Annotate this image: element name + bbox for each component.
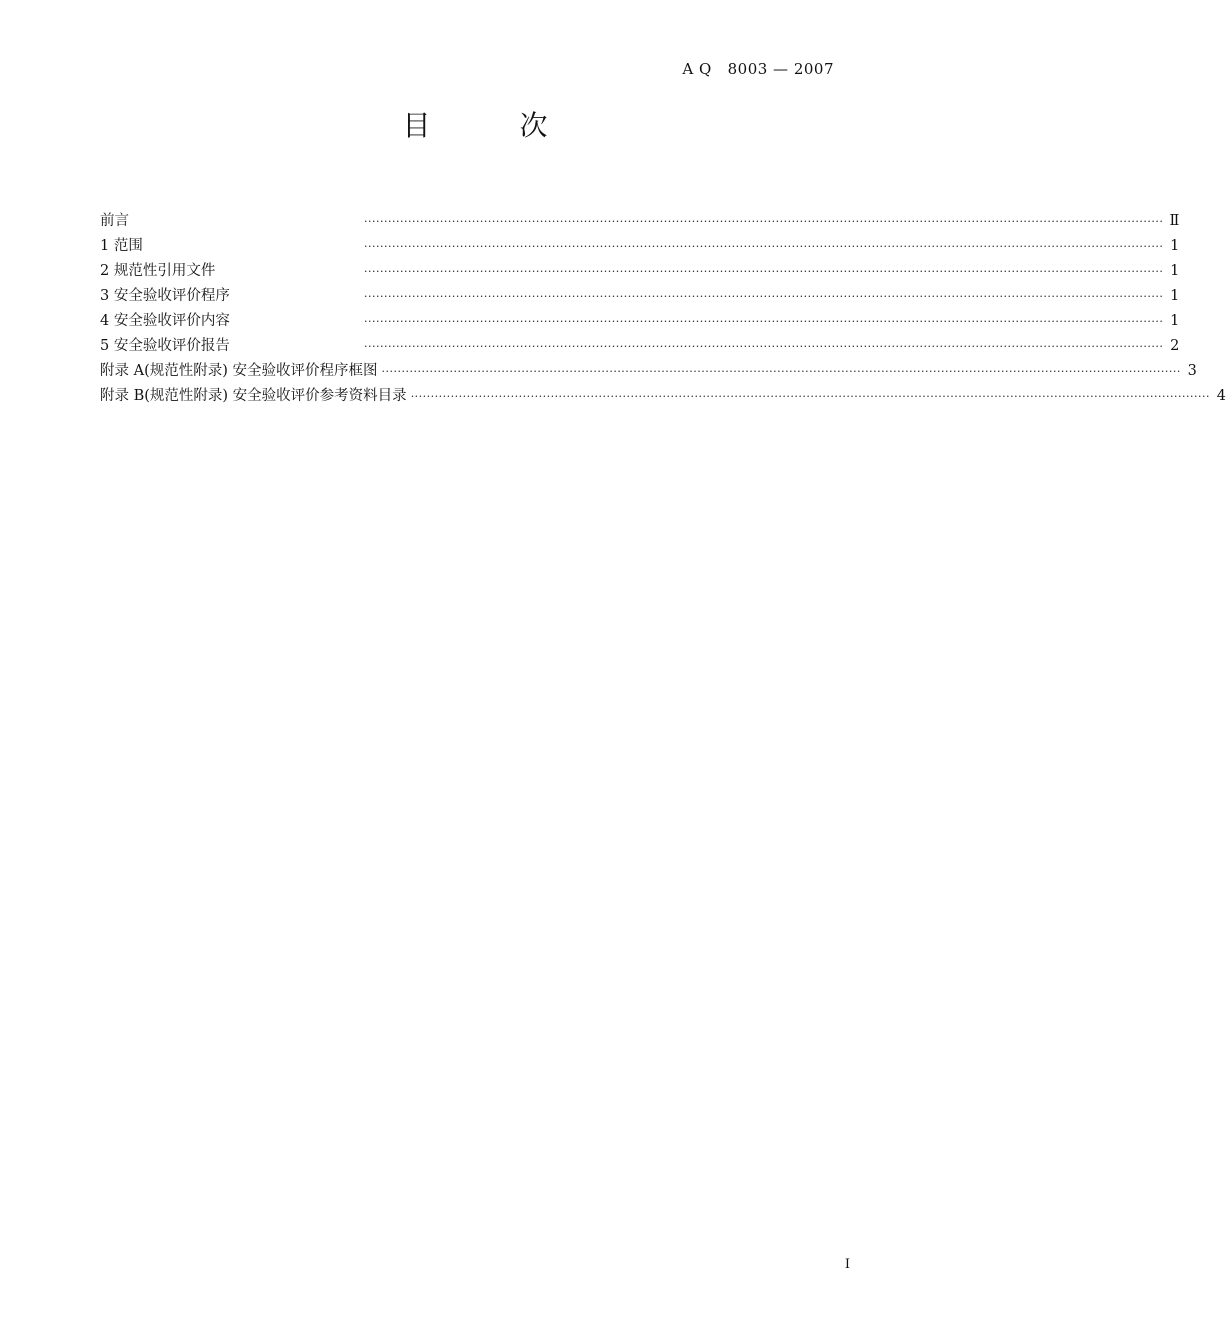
toc-leader-dots: ········································································································································································································ bbox=[364, 290, 1164, 303]
toc-entry-normative-references[interactable] bbox=[100, 259, 1180, 284]
toc-leader-dots: ········································································································································································································ bbox=[410, 390, 1211, 403]
toc-leader-dots: ········································································································································································································ bbox=[364, 265, 1164, 278]
toc-entry-page: 1 bbox=[1170, 288, 1180, 304]
toc-entry-label: 4 安全验收评价内容 bbox=[100, 313, 230, 329]
toc-entry-label: 1 范围 bbox=[100, 238, 143, 254]
toc-entry-scope[interactable] bbox=[100, 234, 1180, 259]
table-of-contents bbox=[100, 209, 1226, 409]
page-title: 目 次 bbox=[402, 109, 588, 142]
toc-entry-label: 3 安全验收评价程序 bbox=[100, 288, 230, 304]
toc-entry-page: 1 bbox=[1170, 238, 1180, 254]
standard-code: A Q 8003 — 2007 bbox=[682, 60, 834, 78]
toc-entry-label: 附录 A(规范性附录) 安全验收评价程序框图 bbox=[100, 363, 378, 379]
toc-entry-page: 1 bbox=[1170, 263, 1180, 279]
toc-entry-foreword[interactable] bbox=[100, 209, 1180, 234]
toc-leader-dots: ········································································································································································································ bbox=[381, 365, 1181, 378]
toc-entry-page: 1 bbox=[1170, 313, 1180, 329]
toc-leader-dots: ········································································································································································································ bbox=[364, 215, 1164, 228]
toc-entry-page: 4 bbox=[1216, 388, 1226, 404]
page-number: I bbox=[844, 1257, 850, 1272]
toc-entry-evaluation-report[interactable] bbox=[100, 334, 1180, 359]
toc-entry-appendix-b[interactable] bbox=[100, 384, 1226, 409]
toc-entry-evaluation-content[interactable] bbox=[100, 309, 1180, 334]
toc-entry-page: Ⅱ bbox=[1169, 213, 1180, 229]
toc-leader-dots: ········································································································································································································ bbox=[364, 240, 1164, 253]
toc-entry-evaluation-procedure[interactable] bbox=[100, 284, 1180, 309]
toc-leader-dots: ········································································································································································································ bbox=[364, 340, 1164, 353]
toc-entry-appendix-a[interactable] bbox=[100, 359, 1197, 384]
toc-entry-page: 2 bbox=[1170, 338, 1180, 354]
toc-entry-label: 前言 bbox=[100, 213, 129, 229]
toc-entry-label: 5 安全验收评价报告 bbox=[100, 338, 230, 354]
toc-leader-dots: ········································································································································································································ bbox=[364, 315, 1164, 328]
toc-entry-page: 3 bbox=[1187, 363, 1197, 379]
toc-entry-label: 附录 B(规范性附录) 安全验收评价参考资料目录 bbox=[100, 388, 407, 404]
toc-entry-label: 2 规范性引用文件 bbox=[100, 263, 216, 279]
